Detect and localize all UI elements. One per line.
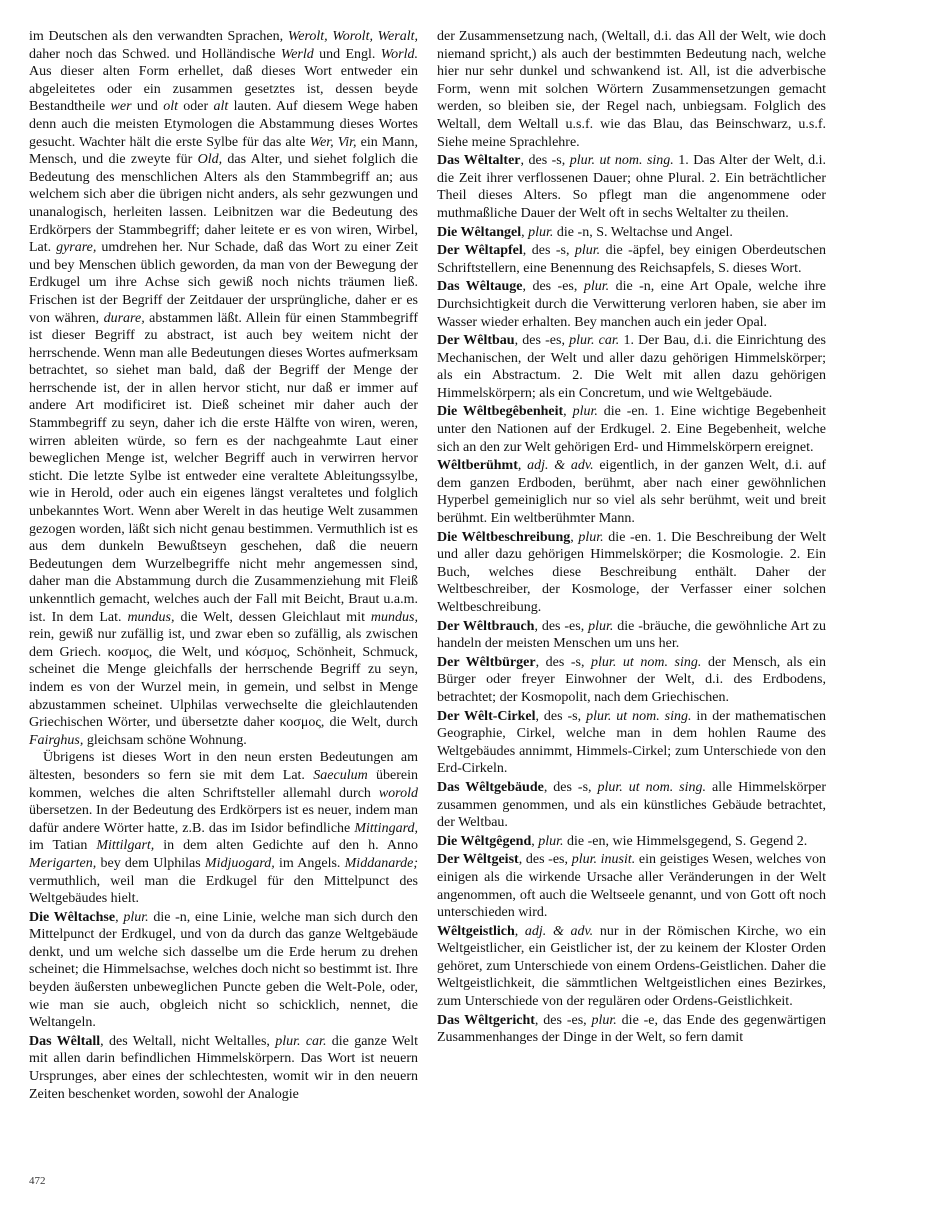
italic-text: plur. car. [275, 1033, 327, 1049]
text-run: Übrigens ist dieses Wort in den neun ersten Bedeutungen am ältesten, besonders so fern sie mit dem Lat. [29, 750, 418, 783]
italic-text: Midjuogard, [204, 855, 275, 871]
page-number: 472 [29, 1175, 46, 1187]
text-run: 1. Das Alter der Welt, d.i. die Zeit ihrer verflossenen Dauer; ohne Plural. 2. Ein beträchtlicher Theil dieses Alters. So pflegt man die angenommene oder muthmaßliche Dauer der Welt oft in sechs Weltalter zu theilen. [437, 153, 826, 221]
headword: Das Wêltall [29, 1033, 101, 1049]
italic-text: durare, [103, 310, 145, 326]
text-run: , des -s, [522, 243, 575, 259]
italic-text: worold [378, 785, 418, 801]
italic-text: plur. [574, 243, 601, 259]
italic-text: plur. [591, 1012, 617, 1028]
italic-text: Werld [280, 46, 314, 62]
text-run: die Welt, dessen Gleichlaut mit [174, 609, 371, 625]
dictionary-entry [437, 152, 826, 222]
italic-text: adj. & adv. [524, 923, 594, 939]
text-run: , [514, 923, 525, 939]
italic-text: plur. [538, 833, 564, 849]
headword: Das Wêltalter [437, 153, 521, 169]
headword: Die Wêltbeschreibung [437, 529, 571, 545]
headword: Wêltberühmt [437, 458, 518, 474]
text-run: die -en, wie Himmelsgegend, S. Gegend 2. [563, 833, 808, 849]
text-run: , des -s, [543, 779, 598, 795]
text-run: ein geistiges Wesen, welches von einigen als die wirkende Ursache aller Veränderungen in der Welt angenommen, oft auch die Weltseele genannt, und von Gott oft noch unterschieden wird. [437, 852, 827, 921]
text-run: , des Weltall, nicht Weltalles, [100, 1033, 276, 1049]
dictionary-entry [437, 923, 826, 1011]
dictionary-entry [437, 708, 826, 778]
text-run: oder [177, 99, 214, 115]
text-run: die -en. 1. Eine wichtige Begebenheit unter den Nationen auf der Erdkugel. 2. Eine Begebenheit, welche sich an den zur Welt gehörigen Erd- und Himmelskörpern ereignet. [437, 404, 826, 455]
text-run: vermuthlich, weil man die Erdkugel für den Mittelpunct des Weltgebäudes hielt. [29, 873, 418, 907]
headword: Die Wêltbegêbenheit [437, 404, 564, 420]
text-run: , des -es, [518, 852, 572, 868]
italic-text: Mittilgart, [96, 838, 155, 854]
text-run: übersetzen. In der Bedeutung des Erdkörpers ist es neuer, indem man dafür andere Wörter hatte, z.B. das im Isidor befindliche [29, 803, 418, 836]
text-run: , [563, 404, 573, 420]
dictionary-entry [437, 654, 826, 707]
text-run: gleichsam schöne Wohnung. [83, 732, 247, 748]
text-run: abstammen läßt. Allein für einen Stammbegriff ist dieser Begriff zu abstract, ist auch bey weitem nicht der herrschende. Wenn man alle Bedeutungen dieses Wortes aufmerksam betrachtet, so siehet man bald, daß der Begriff der Menge der herrschende ist, der in allen hervor sticht, nur daß er immer auf andere Art modificiret ist. Dieß scheinet mir daher auch der Stammbegriff zu seyn, daher ich die erste Hälfte von wiren, weren, wirren ableiten würde, so fern es der nachgeahmte Laut einer beweglichen Menge ist, welcher Begriff auch in verwirren hervor sticht. Die letzte Sylbe ist entweder eine veraltete Ableitungssylbe, wie in Herold, oder auch ein eigenes längst veraltetes und folglich unbekanntes Wort. Wenn aber Werelt in das heutige Welt zusammen gezogen worden, läßt sich nicht genau bestimmen. Vermuthlich ist es aus dem dunkeln Bewußtseyn geschehen, daß die neuern Bedeutungen dem Wurzelbegriffe nicht mehr angemessen sind, daher man die Abstammung durch die Zusammenziehung mit Fleiß unkenntlich gemacht, welches auch der Fall mit Beicht, Braut u.a.m. ist. In dem Lat. [29, 310, 419, 625]
headword: Das Wêltgericht [437, 1012, 535, 1028]
text-run: , [517, 458, 528, 474]
headword: Das Wêltauge [437, 279, 523, 295]
text-run: die -bräuche, die gewöhnliche Art zu handeln der meisten Menschen um uns her. [437, 618, 826, 652]
right-column [437, 28, 826, 1047]
dictionary-entry [437, 403, 826, 456]
left-column [29, 28, 418, 1103]
text-run: die ganze Welt mit allen darin befindlichen Himmelskörpern. Das Wort ist neuern Ursprunges, aber eines der schlechtesten, womit wir in den neuern Zeiten beschenket worden, sowohl der Analogie [29, 1033, 418, 1102]
italic-text: plur. ut nom. sing. [586, 708, 692, 724]
dictionary-entry [437, 1012, 826, 1047]
headword: Wêltgeistlich [437, 923, 515, 939]
italic-text: Werolt, Worolt, Weralt, [287, 29, 419, 44]
text-run: bey dem Ulphilas [96, 855, 205, 871]
italic-text: alt [213, 99, 229, 115]
italic-text: Fairghus, [29, 732, 84, 748]
dictionary-entry [437, 779, 826, 832]
dictionary-entry [437, 242, 826, 277]
headword: Die Wêltgêgend [437, 833, 532, 849]
continuation-paragraph [437, 28, 826, 151]
text-run: , des -s, [535, 708, 587, 724]
italic-text: mundus, [127, 609, 175, 625]
headword: Der Wêltbrauch [437, 618, 535, 634]
italic-text: plur. [588, 618, 614, 634]
dictionary-entry [29, 1033, 418, 1103]
italic-text: gyrare, [56, 240, 97, 256]
text-run: , [570, 529, 579, 545]
italic-text: plur. [123, 909, 149, 925]
italic-text: mundus, [370, 609, 418, 625]
italic-text: plur. [583, 279, 610, 295]
text-run: das Alter, und siehet folglich die Bedeutung des menschlichen Alters als den Stammbegriff an; aus welchem sich aber die übrigen nicht anders, als sehr gezwungen und unanalogisch, herleiten lassen. Leibnitzen war die Bedeutung des Erdkörpers der Stammbegriff; daher leitete er es von wiren, Wirbel, Lat. [29, 152, 418, 256]
headword: Die Wêltangel [437, 224, 522, 240]
text-run: eigentlich, in der ganzen Welt, d.i. auf dem ganzen Erdboden, berühmt, aber nach einer gewöhnlichen Hyperbel gemeiniglich nur so viel als sehr berühmt, weit und breit berühmt. Ein weltberühmter Mann. [437, 458, 826, 527]
dictionary-entry [29, 909, 418, 1032]
text-run: ein Mann, Mensch, und die zweyte für [29, 134, 418, 168]
text-run: rein, gewiß nur zufällig ist, und zwar eben so zufällig, als zwischen dem Griech. κοσμος, die Welt, und κόσμος, Schönheit, Schmuck, scheinet die Menge gleichfalls der herrschende Begriff zu seyn, indem es von der Wurzel mein, in gemein, und selbst in Menge abzustammen scheinet. Ulphilas verwechselte die gleichlautenden Griechischen Wörter, und übersetzte daher κοσμος, die Welt, durch [29, 627, 418, 731]
text-run: die -äpfel, bey einigen Oberdeutschen Schriftstellern, eine Benennung des Reichsapfels, S. dieses Wort. [437, 243, 826, 276]
headword: Die Wêltachse [29, 909, 116, 925]
text-run: und Engl. [313, 46, 381, 62]
dictionary-entry [437, 332, 826, 402]
text-run: 1. Der Bau, d.i. die Einrichtung des Mechanischen, der Welt und aller dazu gehörigen Himmelskörper; als ein Abstractum. 2. Die Welt mit allen dazu gehörigen Himmelskörpern; als ein Concretum, und wie Weltgebäude. [437, 333, 826, 401]
dictionary-entry [437, 529, 826, 617]
dictionary-entry [437, 833, 826, 851]
text-run: die -e, das Ende des gegenwärtigen Zusammenhanges der Dinge in der Welt, so fern damit [437, 1012, 826, 1046]
text-run: die -n, eine Art Opale, welche ihre Durchsichtigkeit durch die Verwitterung verloren haben, sie aber im Wasser wieder erhalten. Bey manchen auch ein jeder Opal. [437, 279, 826, 330]
text-run: im Deutschen als den verwandten Sprachen, [29, 29, 288, 44]
italic-text: plur. [578, 529, 604, 545]
text-run: , des -es, [534, 1012, 592, 1028]
headword: Das Wêltgebäude [437, 779, 544, 795]
text-run: , [531, 833, 539, 849]
text-run: in der mathematischen Geographie, Cirkel, welche man in dem hohlen Raume des Weltgebäudes annimmt, Himmels-Cirkel; zum Unterschiede von den Erd-Cirkeln. [437, 708, 827, 777]
text-run: Aus dieser alten Form erhellet, daß dieses Wort entweder ein abgeleitetes oder ein zusammen gesetztes ist, dessen beyde Bestandtheile [29, 64, 418, 115]
text-run: die -n, eine Linie, welche man sich durch den Mittelpunct der Erdkugel, und von da durch das ganze Weltgebäude denkt, und um welche sich dasselbe um die Erde herum zu drehen scheinet; die Himmelsachse, welches doch nicht so bestimmt ist. Ihre beyden äußersten unbeweglichen Puncte geben die Welt-Pole, oder, wie man sie auch, obgleich nicht so schicklich, nennet, die Weltangeln. [29, 909, 419, 1031]
headword: Der Wêltbau [437, 333, 515, 349]
italic-text: plur. [572, 404, 598, 420]
italic-text: plur. ut nom. sing. [591, 654, 702, 670]
italic-text: Middanarde; [344, 855, 418, 871]
italic-text: wer [110, 99, 132, 115]
text-run: , des -s, [520, 153, 570, 169]
dictionary-entry [437, 618, 826, 653]
headword: Der Wêltapfel [437, 243, 523, 259]
text-run: der Zusammensetzung nach, (Weltall, d.i. das All der Welt, wie doch niemand spricht,) als auch der bestimmten Bedeutung nach, welche hier nur sehr dunkel und schwankend ist. All, ist die adverbische Form, wenn mit solchen Wörtern Zusammensetzungen gemacht werden, so bleiben sie, der Regel nach, unbiegsam. Folglich des Weltall, dem Weltall u.s.f. wie das Blau, das Beinschwarz, u.s.f. Siehe meine Sprachlehre. [437, 29, 826, 150]
italic-text: Mittingard, [354, 820, 418, 836]
text-run: überein kommen, welches die alten Schriftsteller allemahl durch [29, 767, 419, 801]
text-run: der Mensch, als ein Bürger oder freyer Einwohner der Welt, d.i. des Erdbodens, betrachtet; der Kosmopolit, nach dem Griechischen. [437, 654, 826, 705]
italic-text: Merigarten, [29, 855, 97, 871]
italic-text: Wer, Vir, [309, 134, 357, 150]
body-paragraph [29, 749, 418, 907]
text-run: nur in der Römischen Kirche, wo ein Weltgeistlicher, ein Geistlicher ist, der zu keinem der Kloster Orden gehöret, zum Unterschiede von einem Ordens-Geistlichen. Daher die Weltgeistlichkeit, die sämmtlichen Weltgeistlichen eines Bezirkes, zum Unterschiede von der regulären oder Ordens-Geistlichkeit. [437, 923, 826, 1010]
italic-text: olt [163, 99, 178, 115]
text-run: , des -es, [534, 618, 589, 634]
text-run: die -en. 1. Die Beschreibung der Welt und aller dazu gehörigen Himmelskörper; die Kosmologie. 2. Ein Buch, welches diese Beschreibung enthält. Daher der Weltbeschreiber, der Kosmologe, der Verfasser einer solchen Weltbeschreibung. [437, 529, 826, 615]
italic-text: adj. & adv. [527, 458, 594, 474]
intro-paragraph [29, 28, 418, 749]
dictionary-entry [437, 278, 826, 331]
text-run: in dem alten Gedichte auf den h. Anno [154, 838, 418, 854]
text-run: daher noch das Schwed. und Holländische [29, 46, 281, 62]
italic-text: plur. [528, 224, 554, 240]
dictionary-entry [437, 457, 826, 527]
italic-text: Old, [197, 152, 223, 168]
text-run: , [521, 224, 529, 240]
text-run: , des -es, [522, 279, 584, 295]
italic-text: plur. ut nom. sing. [597, 779, 707, 795]
text-run: , [115, 909, 124, 925]
text-run: lauten. Auf diesem Wege haben denn auch die meisten Etymologen die Abstammung dieses Wortes gesucht. Wachter hält die erste Sylbe für das alte [29, 99, 418, 150]
italic-text: World. [380, 46, 418, 62]
text-run: alle Himmelskörper zusammen genommen, und als ein künstliches Gebäude betrachtet, der Weltbau. [437, 779, 827, 831]
text-run: , des -es, [514, 333, 570, 349]
dictionary-entry [437, 851, 826, 921]
text-run: , des -s, [535, 654, 592, 670]
italic-text: plur. car. [569, 333, 620, 349]
text-run: und [131, 99, 164, 115]
text-run: die -n, S. Weltachse und Angel. [553, 224, 733, 240]
headword: Der Wêltbürger [437, 654, 536, 670]
headword: Der Wêlt-Cirkel [437, 708, 536, 724]
italic-text: Saeculum [313, 767, 368, 783]
text-run: umdrehen her. Nur Schade, daß das Wort zu einer Zeit und bey Menschen üblich geworden, da man von der Bewegung der Erdkugel um ihre Achse sich gewiß noch nichts träumen ließ. Frischen ist der Begriff der Zeitdauer der ursprüngliche, daher er es von währen, [29, 240, 418, 326]
text-run: im Angels. [274, 855, 345, 871]
headword: Der Wêltgeist [437, 852, 519, 868]
italic-text: plur. ut nom. sing. [569, 153, 674, 169]
dictionary-entry [437, 224, 826, 242]
italic-text: plur. inusit. [571, 852, 636, 868]
text-run: im Tatian [29, 838, 97, 854]
